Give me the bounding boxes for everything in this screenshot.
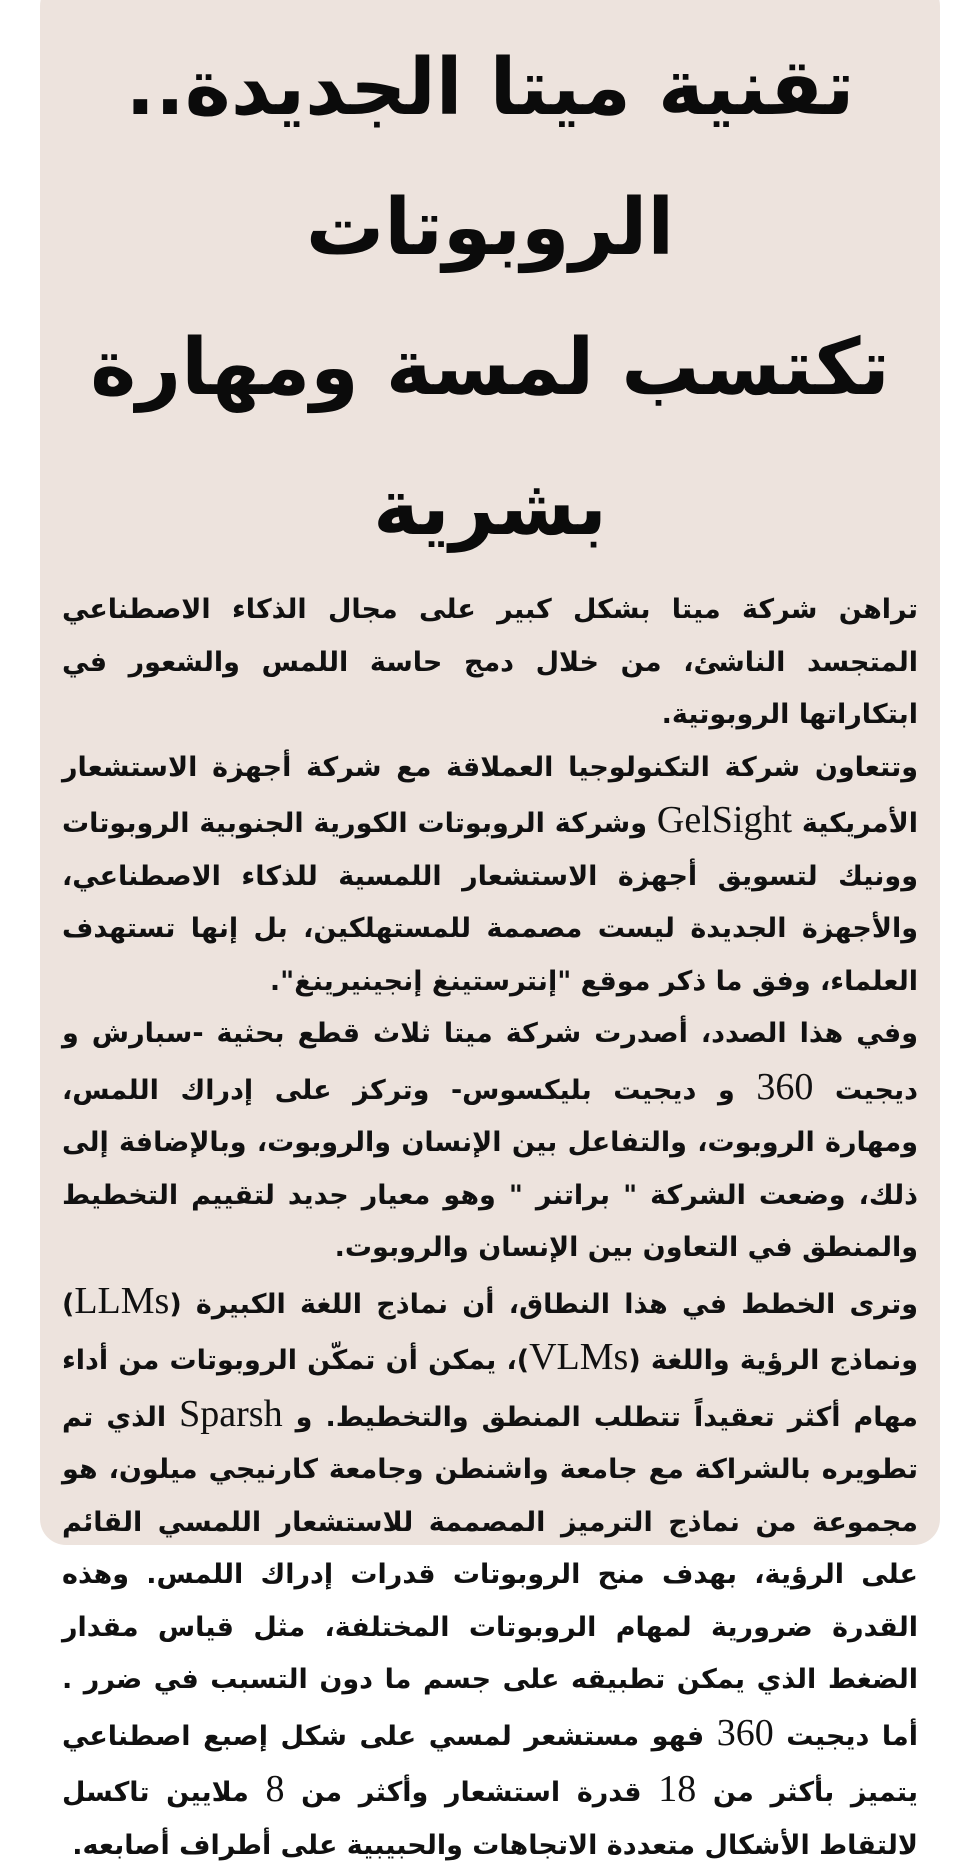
paragraph-text: وفي هذا الصدد، أصدرت شركة ميتا ثلاث قطع بحثية -سبارش و ديجيت: [62, 1018, 918, 1106]
paragraph-text: قدرة استشعار وأكثر من: [285, 1777, 659, 1808]
headline-line-1: تقنية ميتا الجديدة.. الروبوتات: [62, 18, 918, 298]
number-18: 18: [658, 1768, 696, 1810]
paragraph-text: و ديجيت بليكسوس- وتركز على إدراك اللمس، ومهارة الروبوت، والتفاعل بين الإنسان والروبوت، وبالإضافة إلى ذلك، وضعت الشركة " براتنر " وهو معيار جديد لتقييم التخطيط والمنطق في التعاون بين الإنسان والروبوت.: [62, 1075, 918, 1264]
paragraph-text: تراهن شركة ميتا بشكل كبير على مجال الذكاء الاصطناعي المتجسد الناشئ، من خلال دمج حاسة اللمس والشعور في ابتكاراتها الروبوتية.: [62, 594, 918, 730]
article-body: [62, 584, 918, 1872]
paragraph-text: ) ونماذج الرؤية واللغة (: [62, 1289, 918, 1377]
term-llms: LLMs: [74, 1280, 169, 1322]
headline: [62, 0, 918, 578]
paragraph-text: وتتعاون شركة التكنولوجيا العملاقة مع شركة أجهزة الاستشعار الأمريكية: [62, 752, 918, 840]
paragraph: [62, 584, 918, 742]
paragraph-text: ملايين تاكسل لالتقاط الأشكال متعددة الاتجاهات والحبيبية على أطراف أصابعه.: [62, 1777, 918, 1861]
paragraph-text: فهو مستشعر لمسي على شكل إصبع اصطناعي يتميز بأكثر من: [62, 1721, 918, 1809]
paragraph-text: وترى الخطط في هذا النطاق، أن نماذج اللغة الكبيرة (: [169, 1289, 918, 1320]
paragraph-text: )، يمكن أن تمكّن الروبوتات من أداء مهام أكثر تعقيداً تتطلب المنطق والتخطيط. و: [62, 1345, 918, 1433]
paragraph: [62, 1275, 918, 1872]
paragraph: [62, 1008, 918, 1275]
headline-line-2: تكتسب لمسة ومهارة بشرية: [62, 298, 918, 578]
article: [62, 0, 918, 1872]
term-sparsh: Sparsh: [179, 1393, 282, 1435]
number-360: 360: [756, 1066, 813, 1108]
company-name-gelsight: GelSight: [657, 799, 792, 841]
paragraph-text: الذي تم تطويره بالشراكة مع جامعة واشنطن وجامعة كارنيجي ميلون، هو مجموعة من نماذج الترميز المصممة للاستشعار اللمسي القائم على الرؤية، بهدف منح الروبوتات قدرات إدراك اللمس. وهذه القدرة ضرورية لمهام الروبوتات المختلفة، مثل قياس مقدار الضغط الذي يمكن تطبيقه على جسم ما دون التسبب في ضرر . أما ديجيت: [62, 1402, 918, 1752]
term-vlms: VLMs: [529, 1336, 628, 1378]
number-8: 8: [266, 1768, 285, 1810]
number-360: 360: [717, 1712, 774, 1754]
paragraph-text: وشركة الروبوتات الكورية الجنوبية الروبوتات وونيك لتسويق أجهزة الاستشعار اللمسية للذكاء الاصطناعي، والأجهزة الجديدة ليست مصممة للمستهلكين، بل إنها تستهدف العلماء، وفق ما ذكر موقع "إنترستينغ إنجينيرينغ".: [62, 808, 918, 997]
paragraph: [62, 742, 918, 1009]
